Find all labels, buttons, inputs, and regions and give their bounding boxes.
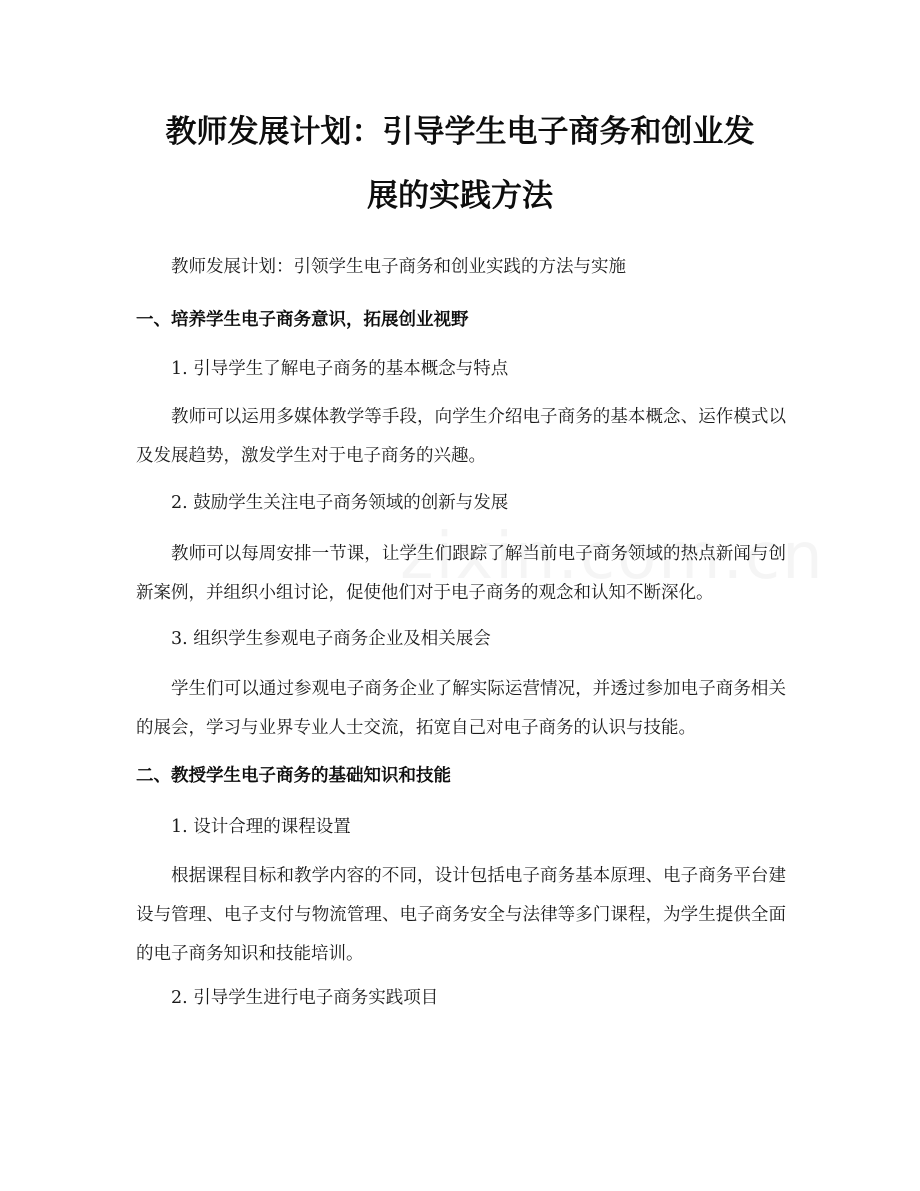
document-subtitle: 教师发展计划：引领学生电子商务和创业实践的方法与实施 — [171, 257, 626, 277]
section-1-item-3-title: 3. 组织学生参观电子商务企业及相关展会 — [171, 629, 491, 649]
section-2-item-2-title: 2. 引导学生进行电子商务实践项目 — [171, 988, 439, 1008]
section-2-item-1-text: 根据课程目标和教学内容的不同，设计包括电子商务基本原理、电子商务平台建设与管理、电子支付与物流管理、电子商务安全与法律等多门课程，为学生提供全面的电子商务知识和技能培训。 — [136, 866, 786, 964]
section-1-item-2-title: 2. 鼓励学生关注电子商务领域的创新与发展 — [171, 493, 509, 513]
section-1-item-2-text: 教师可以每周安排一节课，让学生们跟踪了解当前电子商务领域的热点新闻与创新案例，并组织小组讨论，促使他们对于电子商务的观念和认知不断深化。 — [136, 544, 786, 603]
document-title-line-1: 教师发展计划：引导学生电子商务和创业发 — [165, 114, 755, 150]
document-title-line-2: 展的实践方法 — [367, 178, 553, 214]
section-1-item-3-text: 学生们可以通过参观电子商务企业了解实际运营情况，并透过参加电子商务相关的展会，学习与业界专业人士交流，拓宽自己对电子商务的认识与技能。 — [136, 679, 786, 738]
section-1-item-1-title: 1. 引导学生了解电子商务的基本概念与特点 — [171, 359, 509, 379]
section-2-heading: 二、教授学生电子商务的基础知识和技能 — [136, 766, 451, 786]
section-1-item-1-text: 教师可以运用多媒体教学等手段，向学生介绍电子商务的基本概念、运作模式以及发展趋势，激发学生对于电子商务的兴趣。 — [136, 407, 786, 466]
section-2-item-1-title: 1. 设计合理的课程设置 — [171, 817, 351, 837]
section-1-heading: 一、培养学生电子商务意识，拓展创业视野 — [136, 310, 469, 330]
